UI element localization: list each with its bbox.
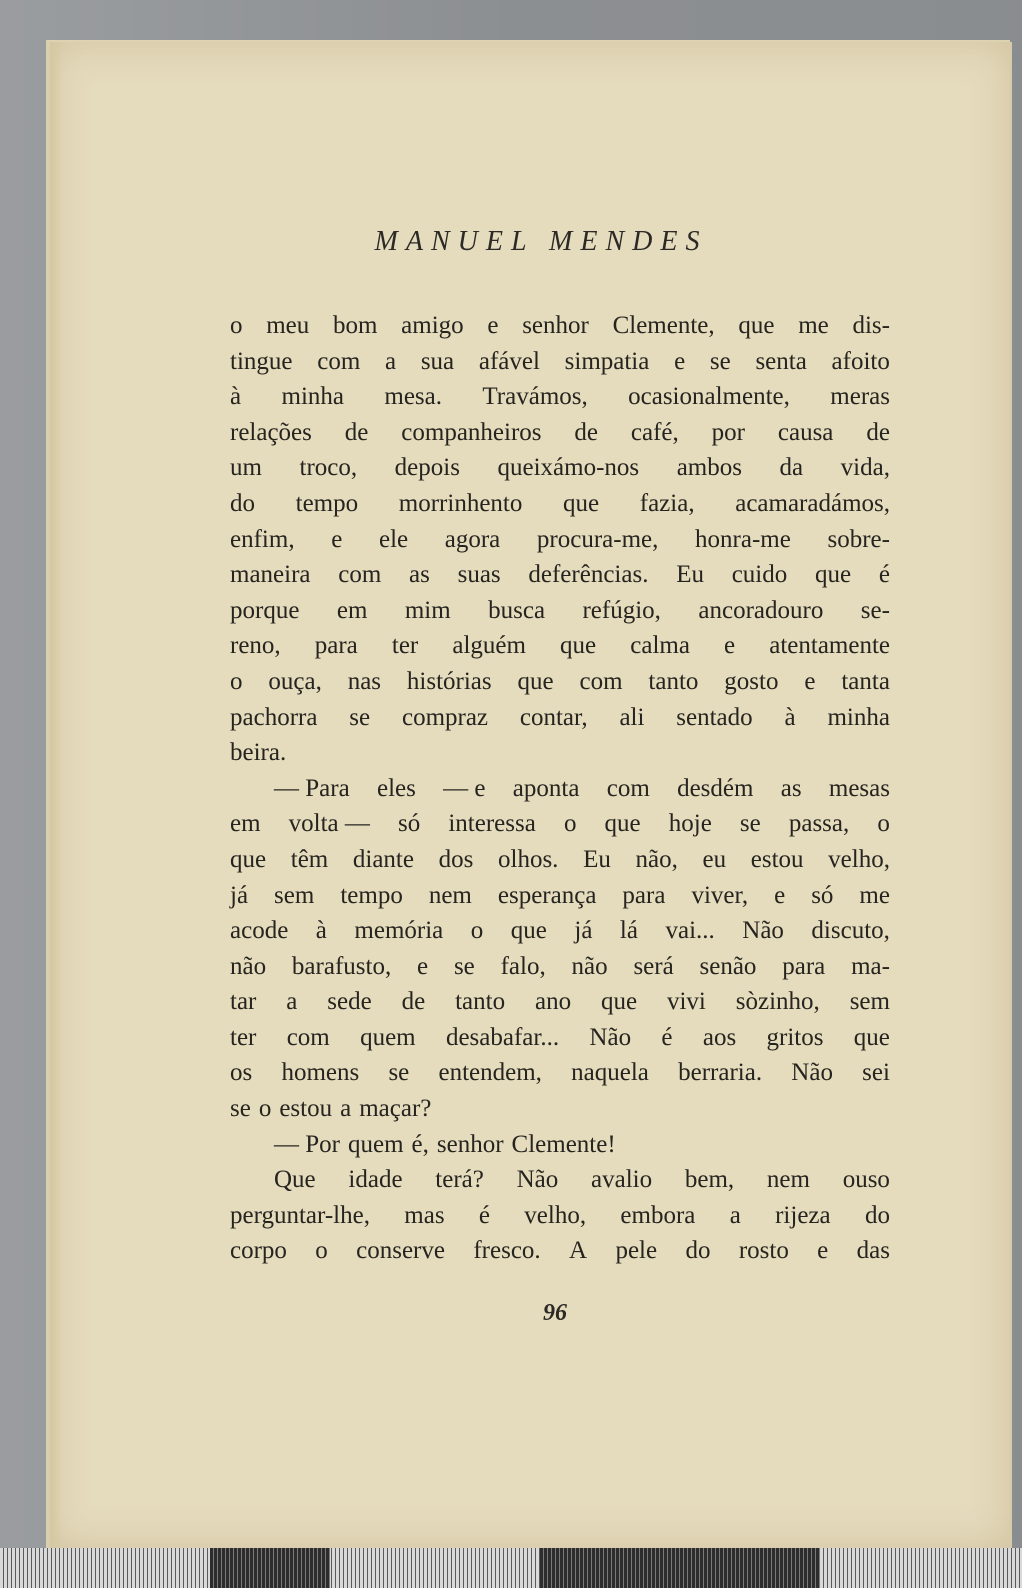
word: idade (348, 1166, 403, 1194)
word: viver, (691, 881, 749, 909)
text-line (230, 379, 890, 415)
word: tanto (455, 988, 506, 1016)
text-line (230, 1198, 890, 1234)
word: avalio (591, 1166, 653, 1194)
text-line (230, 593, 890, 629)
word: diante (352, 845, 414, 873)
word: enfim, (230, 525, 295, 553)
text-line (230, 735, 890, 771)
text-line (230, 1055, 890, 1091)
word: tanto (648, 667, 699, 695)
word: tingue (230, 347, 293, 375)
word: se (739, 810, 761, 838)
word: depois (394, 454, 460, 482)
word: e (417, 952, 429, 980)
word: bem, (684, 1166, 735, 1194)
word: Não (516, 1166, 559, 1194)
word: e (487, 312, 499, 339)
word: que (604, 810, 641, 838)
word: acode (230, 917, 289, 945)
word: perguntar-lhe, (230, 1201, 370, 1229)
word: fazia, (639, 489, 695, 517)
word: ali (619, 703, 645, 731)
word: se (709, 347, 731, 375)
word: nem (766, 1166, 810, 1194)
word: entendem, (438, 1059, 542, 1087)
word: acamaradámos, (735, 489, 890, 517)
word: o (563, 810, 577, 838)
word: a (340, 1095, 352, 1123)
word: maneira (230, 561, 311, 589)
word: em (230, 810, 261, 838)
word: do (864, 1201, 890, 1229)
word: em (336, 596, 368, 624)
text-line (230, 1127, 890, 1163)
word: gritos (766, 1023, 824, 1051)
word: morrinhento (398, 489, 523, 517)
word: corpo (230, 1237, 287, 1265)
word: não, (635, 845, 678, 873)
word: hoje (668, 810, 712, 838)
word: e (331, 525, 343, 553)
word: o (470, 917, 484, 945)
text-line (230, 984, 890, 1020)
word: é (478, 1201, 490, 1229)
word: que (230, 845, 267, 873)
word: Clemente! (511, 1130, 616, 1158)
word: já (574, 917, 593, 945)
word: agora (444, 525, 501, 553)
word: me (859, 881, 890, 909)
word: velho, (524, 1201, 587, 1229)
word: Não (791, 1059, 833, 1087)
word: conserve (356, 1237, 445, 1265)
word: e (817, 1237, 829, 1265)
word: e (804, 667, 816, 695)
word: que (738, 312, 775, 339)
word: ele (378, 525, 409, 553)
word: companheiros (401, 418, 542, 446)
word: olhos. (498, 845, 559, 873)
word: se (230, 1095, 251, 1123)
word: — Para (274, 774, 350, 802)
word: tempo (340, 881, 403, 909)
word: fresco. (473, 1237, 541, 1265)
word: suas (457, 561, 501, 589)
word: embora (620, 1201, 696, 1229)
word: Clemente, (612, 312, 715, 339)
word: Travámos, (482, 383, 588, 411)
word: ano (534, 988, 572, 1016)
word: só (398, 810, 421, 838)
word: e (724, 632, 736, 660)
word: estou (750, 845, 804, 873)
word: quem (347, 1130, 404, 1158)
word: Não (589, 1023, 632, 1051)
word: com (338, 561, 382, 589)
word: o (315, 1237, 328, 1265)
word: de (574, 418, 599, 446)
word: é (661, 1023, 673, 1051)
word: rijeza (775, 1201, 831, 1229)
word: alguém (452, 632, 526, 660)
word: só (811, 881, 834, 909)
word: memória (354, 917, 444, 945)
word: ocasionalmente, (628, 383, 790, 411)
word: calma (630, 632, 690, 660)
word: com (317, 347, 361, 375)
word: o (258, 1095, 272, 1123)
scale-strip-dark-segment (540, 1548, 820, 1588)
text-line (230, 842, 890, 878)
word: beira. (230, 739, 287, 767)
word: falo, (500, 952, 546, 980)
word: deferências. (528, 561, 649, 589)
word: meu (266, 312, 310, 339)
word: Eu (676, 561, 704, 589)
word: a (286, 988, 298, 1016)
word: e (674, 347, 686, 375)
word: — e (443, 774, 486, 802)
text-line (230, 949, 890, 985)
word: afável (478, 347, 540, 375)
word: dis- (852, 312, 890, 339)
page-gutter-shadow (50, 42, 62, 1548)
word: Não (742, 917, 784, 945)
word: têm (290, 845, 329, 873)
word: ouça, (268, 667, 322, 695)
word: procura-me, (536, 525, 659, 553)
scale-strip-dark-segment (210, 1548, 330, 1588)
word: já (230, 881, 249, 909)
word: o (230, 312, 243, 339)
word: sobre- (827, 525, 890, 553)
word: aos (702, 1023, 737, 1051)
word: se- (860, 596, 890, 624)
word: ancoradouro (698, 596, 824, 624)
word: a (729, 1201, 741, 1229)
text-line (230, 450, 890, 486)
word: tempo (295, 489, 359, 517)
word: nas (347, 667, 382, 695)
word: mas (404, 1201, 445, 1229)
text-line (230, 486, 890, 522)
word: à (315, 917, 327, 945)
word: terá? (435, 1166, 484, 1194)
word: mesa. (384, 383, 443, 411)
word: da (779, 454, 804, 482)
word: é (878, 561, 890, 589)
word: os (230, 1059, 253, 1087)
text-line (230, 1091, 890, 1127)
word: busca (488, 596, 546, 624)
word: e (774, 881, 786, 909)
word: discuto, (811, 917, 890, 945)
word: me (798, 312, 829, 339)
word: aponta (512, 774, 580, 802)
word: de (866, 418, 890, 446)
body-text (230, 308, 890, 1269)
word: Eu (583, 845, 611, 873)
word: ter (391, 632, 419, 660)
word: tar (230, 988, 257, 1016)
text-line (230, 878, 890, 914)
word: sede (327, 988, 372, 1016)
word: vida, (840, 454, 890, 482)
word: eu (702, 845, 727, 873)
word: ma- (851, 952, 890, 980)
text-line (230, 557, 890, 593)
word: bom (332, 312, 378, 339)
text-line (230, 771, 890, 807)
word: rosto (738, 1237, 789, 1265)
word: esperança (497, 881, 597, 909)
text-line (230, 628, 890, 664)
word: o (230, 667, 243, 695)
word: troco, (299, 454, 358, 482)
word: com (286, 1023, 330, 1051)
word: de (401, 988, 426, 1016)
page-number: 96 (543, 1300, 567, 1326)
word: lá (619, 917, 638, 945)
word: vai... (665, 917, 715, 945)
word: a (384, 347, 397, 375)
word: quem (360, 1023, 416, 1051)
word: vivi (666, 988, 706, 1016)
word: será (633, 952, 674, 980)
text-line (230, 1020, 890, 1056)
text-line (230, 522, 890, 558)
word: interessa (448, 810, 536, 838)
word: não (230, 952, 267, 980)
word: queixámo-nos (497, 454, 640, 482)
word: é, (411, 1130, 429, 1158)
word: pachorra (230, 703, 318, 731)
word: o (877, 810, 890, 838)
word: para (314, 632, 358, 660)
word: do (230, 489, 255, 517)
word: reno, (230, 632, 281, 660)
word: sem (849, 988, 890, 1016)
text-line (230, 913, 890, 949)
text-line (230, 806, 890, 842)
word: ouso (842, 1166, 890, 1194)
word: A (569, 1237, 588, 1265)
text-line (230, 1162, 890, 1198)
word: sua (420, 347, 455, 375)
word: contar, (519, 703, 588, 731)
word: à (784, 703, 796, 731)
word: minha (281, 383, 344, 411)
word: velho, (828, 845, 890, 873)
word: que (600, 988, 638, 1016)
word: com (606, 774, 650, 802)
word: um (230, 454, 262, 482)
word: — Por (274, 1130, 340, 1158)
text-line (230, 700, 890, 736)
word: passa, (788, 810, 850, 838)
word: ambos (676, 454, 742, 482)
word: compraz (401, 703, 489, 731)
word: gosto (724, 667, 779, 695)
word: as (409, 561, 430, 589)
word: barafusto, (291, 952, 392, 980)
word: de (344, 418, 369, 446)
word: homens (281, 1059, 360, 1087)
word: dos (438, 845, 474, 873)
word: volta — (288, 810, 370, 838)
text-line (230, 308, 890, 344)
running-head: MANUEL MENDES (374, 226, 708, 257)
word: honra-me (695, 525, 791, 553)
word: das (856, 1237, 890, 1265)
word: estou (279, 1095, 333, 1123)
word: senão (699, 952, 757, 980)
word: naquela (571, 1059, 649, 1087)
word: se (453, 952, 475, 980)
word: sentado (676, 703, 753, 731)
word: refúgio, (582, 596, 661, 624)
word: afoito (831, 347, 890, 375)
word: eles (376, 774, 416, 802)
word: desabafar... (445, 1023, 560, 1051)
word: causa (777, 418, 834, 446)
word: do (685, 1237, 711, 1265)
word: para (622, 881, 666, 909)
word: nem (428, 881, 472, 909)
text-line (230, 415, 890, 451)
word: que (853, 1023, 890, 1051)
word: atentamente (769, 632, 890, 660)
word: se (349, 703, 371, 731)
word: pele (615, 1237, 658, 1265)
text-line (230, 664, 890, 700)
word: mim (404, 596, 451, 624)
word: sem (274, 881, 315, 909)
word: por (711, 418, 745, 446)
word: ter (230, 1023, 257, 1051)
word: senhor (522, 312, 589, 339)
word: tanta (841, 667, 890, 695)
word: à (230, 383, 242, 411)
word: que (510, 917, 547, 945)
word: porque (230, 596, 300, 624)
word: café, (630, 418, 679, 446)
word: não (571, 952, 608, 980)
word: que (563, 489, 600, 517)
word: cuido (731, 561, 788, 589)
word: relações (230, 418, 312, 446)
word: amigo (401, 312, 464, 339)
word: se (388, 1059, 410, 1087)
text-line (230, 344, 890, 380)
word: simpatia (564, 347, 650, 375)
word: para (782, 952, 826, 980)
text-line (230, 1233, 890, 1269)
word: meras (830, 383, 890, 411)
word: berraria. (678, 1059, 763, 1087)
word: senta (755, 347, 807, 375)
word: maçar? (359, 1095, 432, 1123)
word: senhor (436, 1130, 504, 1158)
word: que (517, 667, 554, 695)
word: que (560, 632, 597, 660)
word: as (780, 774, 802, 802)
word: desdém (677, 774, 754, 802)
word: Que (274, 1166, 316, 1194)
word: sei (862, 1059, 890, 1087)
word: sòzinho, (735, 988, 820, 1016)
word: com (579, 667, 623, 695)
word: mesas (828, 774, 890, 802)
word: histórias (406, 667, 492, 695)
word: minha (827, 703, 890, 731)
word: que (814, 561, 852, 589)
scan-scale-strip (0, 1548, 1022, 1588)
